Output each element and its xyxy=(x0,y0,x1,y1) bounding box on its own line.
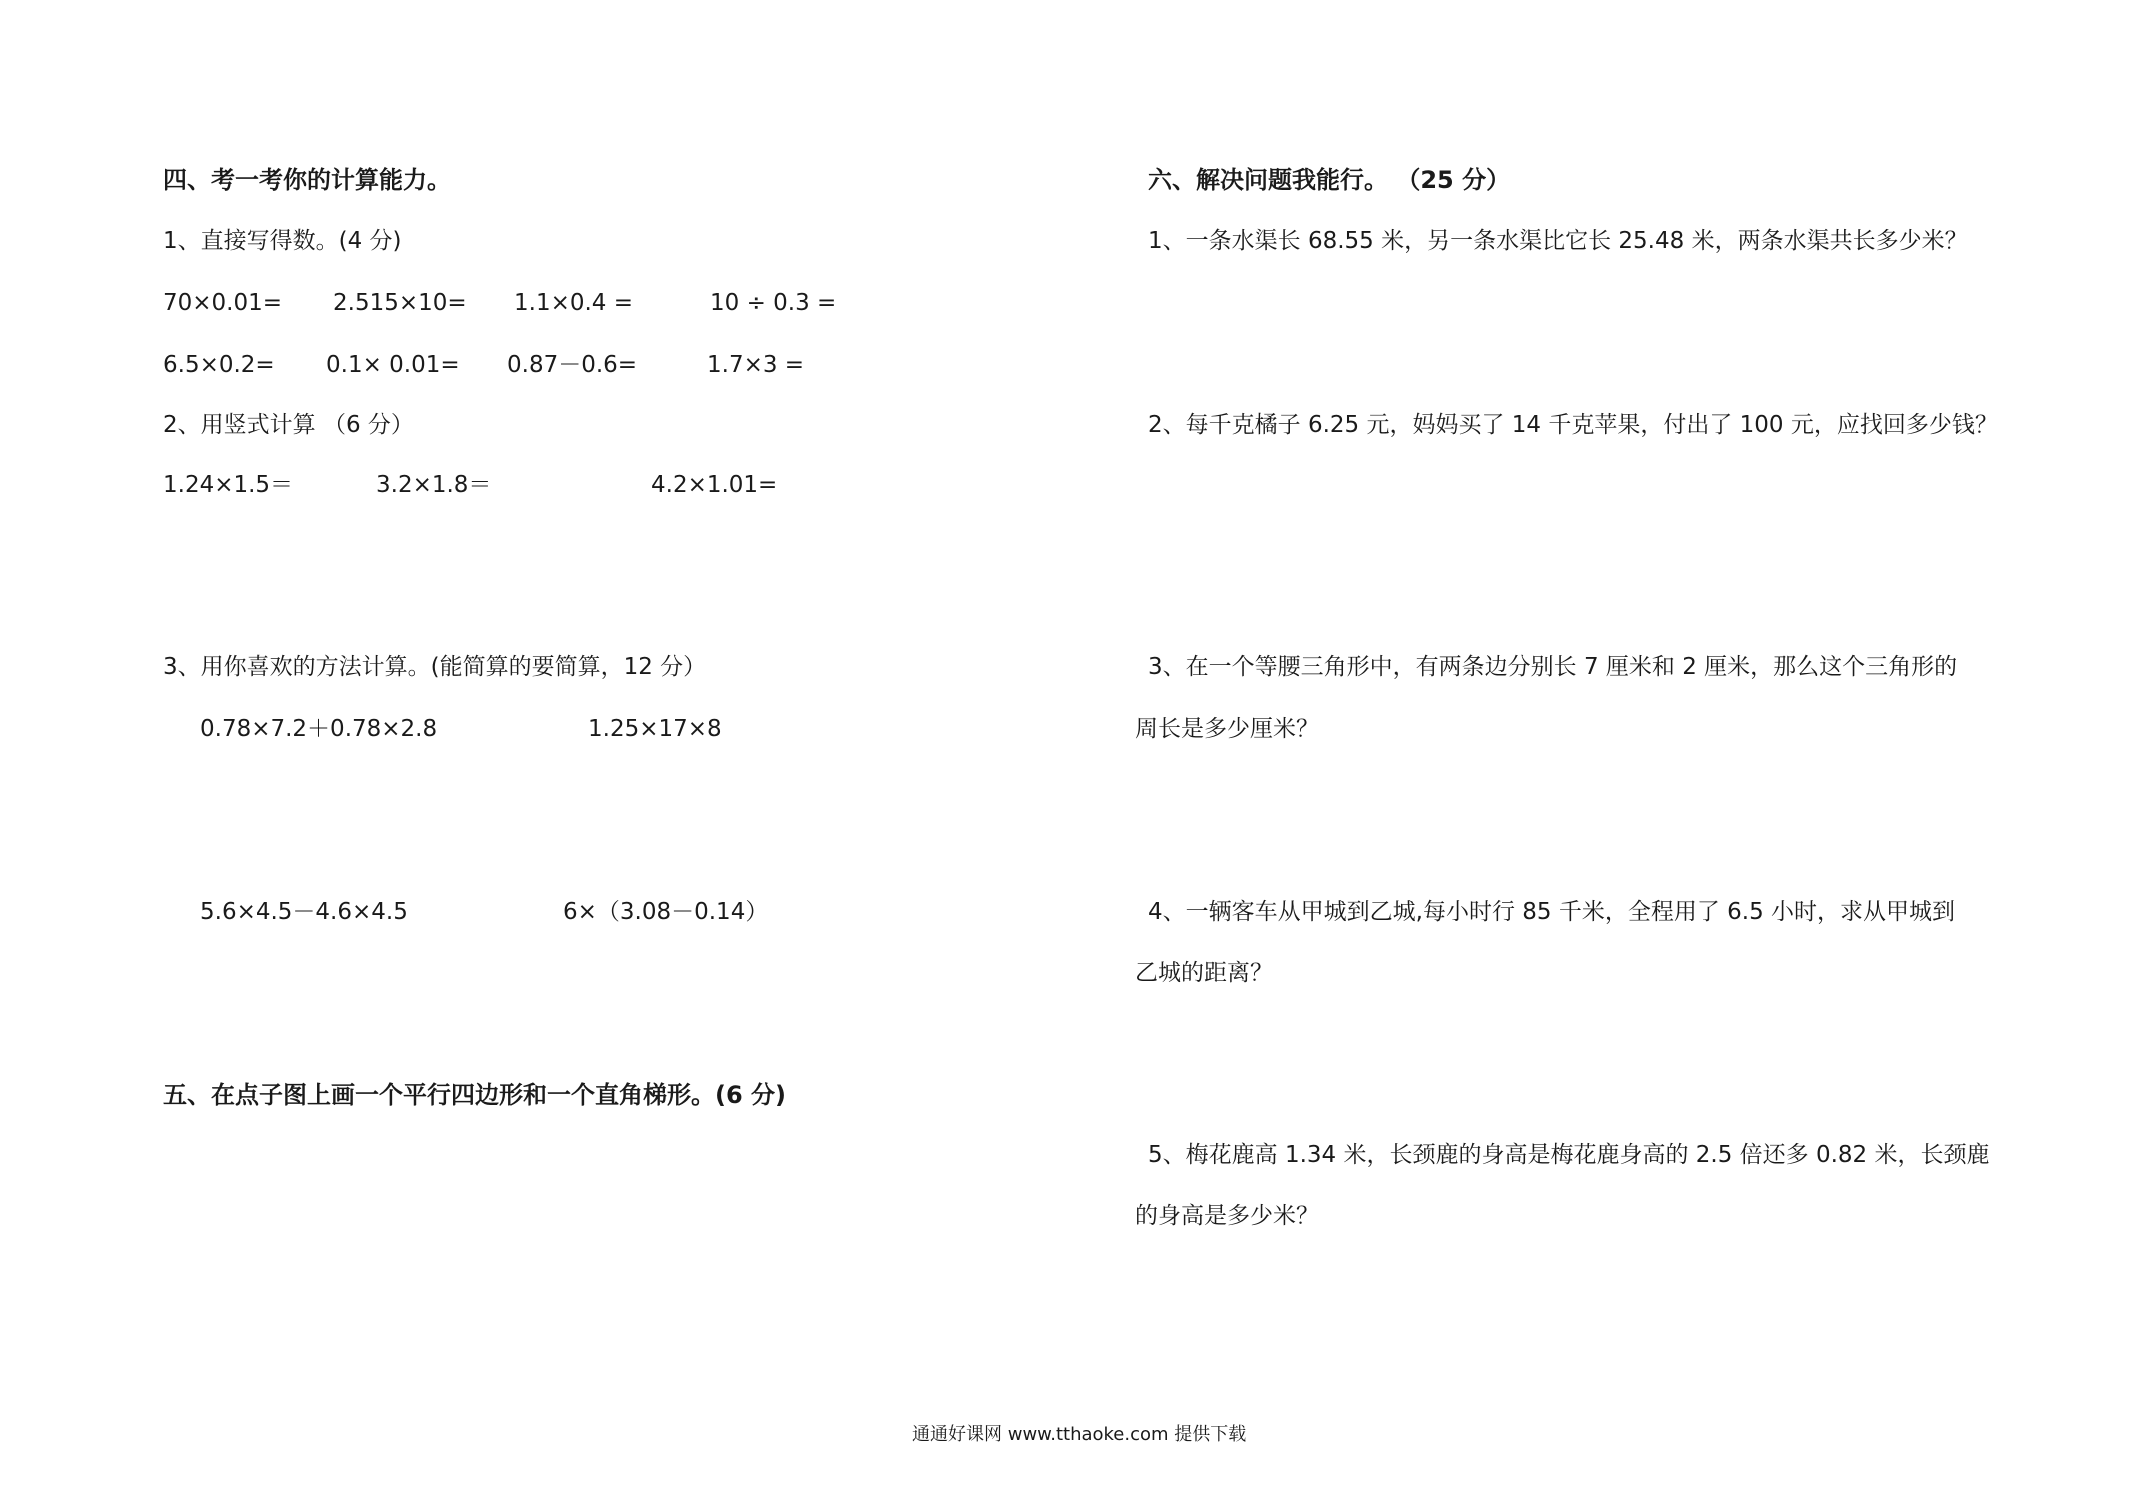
vertical-calc-2: 3.2×1.8＝ xyxy=(376,472,492,498)
expr-1-3: 1.1×0.4 = xyxy=(514,290,634,316)
section-4-title: 四、考一考你的计算能力。 xyxy=(163,166,451,194)
question-2-title: 2、用竖式计算 （6 分） xyxy=(163,412,414,438)
expr-1-2: 2.515×10= xyxy=(333,290,467,316)
section-5-title: 五、在点子图上画一个平行四边形和一个直角梯形。(6 分) xyxy=(163,1081,786,1109)
simplify-calc-1: 0.78×7.2＋0.78×2.8 xyxy=(200,716,438,742)
problem-4-line-2: 乙城的距离？ xyxy=(1135,960,1273,986)
expr-2-1: 6.5×0.2= xyxy=(163,352,275,378)
problem-3-line-2: 周长是多少厘米？ xyxy=(1135,716,1319,742)
simplify-calc-3: 5.6×4.5－4.6×4.5 xyxy=(200,899,408,925)
vertical-calc-1: 1.24×1.5＝ xyxy=(163,472,294,498)
expr-2-3: 0.87－0.6= xyxy=(507,352,638,378)
expr-1-4: 10 ÷ 0.3 = xyxy=(710,290,837,316)
simplify-calc-4: 6×（3.08－0.14） xyxy=(563,899,769,925)
footer-credit: 通通好课网 www.tthaoke.com 提供下载 xyxy=(912,1424,1247,1445)
expr-2-4: 1.7×3 = xyxy=(707,352,805,378)
problem-1: 1、一条水渠长 68.55 米，另一条水渠比它长 25.48 米，两条水渠共长多少米？ xyxy=(1148,228,1968,254)
problem-2: 2、每千克橘子 6.25 元，妈妈买了 14 千克苹果，付出了 100 元，应找回多少钱？ xyxy=(1148,412,1998,438)
question-1-title: 1、直接写得数。(4 分) xyxy=(163,228,402,254)
problem-4-line-1: 4、一辆客车从甲城到乙城,每小时行 85 千米，全程用了 6.5 小时，求从甲城到 xyxy=(1148,899,1956,925)
section-6-title: 六、解决问题我能行。 （25 分） xyxy=(1148,166,1511,194)
vertical-calc-3: 4.2×1.01= xyxy=(651,472,778,498)
question-3-title: 3、用你喜欢的方法计算。(能简算的要简算，12 分） xyxy=(163,654,707,680)
expr-1-1: 70×0.01= xyxy=(163,290,283,316)
simplify-calc-2: 1.25×17×8 xyxy=(588,716,722,742)
problem-5-line-1: 5、梅花鹿高 1.34 米，长颈鹿的身高是梅花鹿身高的 2.5 倍还多 0.82 米，长颈鹿 xyxy=(1148,1142,1990,1168)
expr-2-2: 0.1× 0.01= xyxy=(326,352,460,378)
problem-3-line-1: 3、在一个等腰三角形中，有两条边分别长 7 厘米和 2 厘米，那么这个三角形的 xyxy=(1148,654,1958,680)
problem-5-line-2: 的身高是多少米？ xyxy=(1135,1203,1319,1229)
